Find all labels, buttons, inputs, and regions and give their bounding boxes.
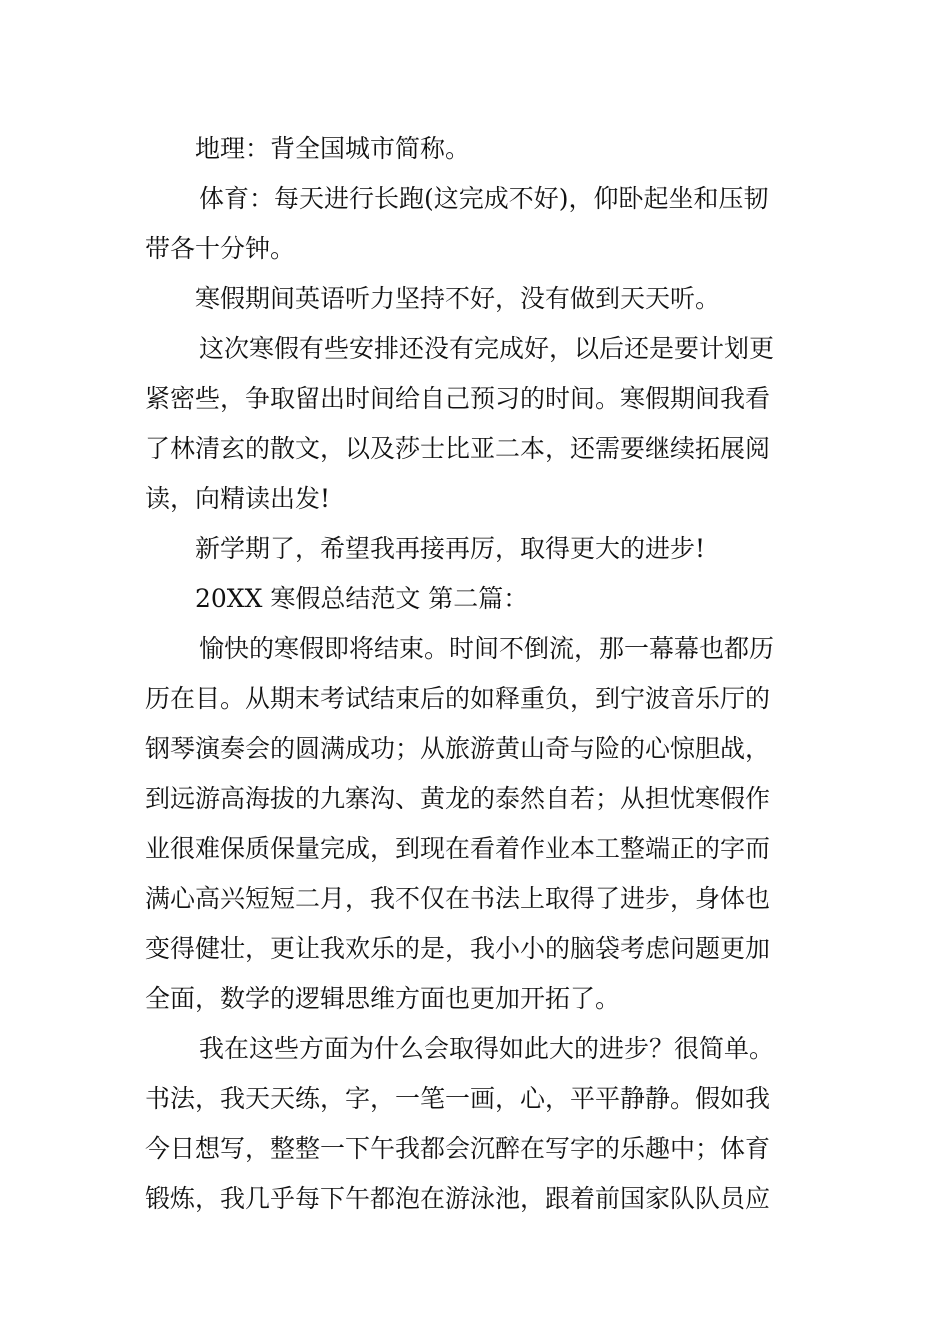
- text-line: 变得健壮，更让我欢乐的是，我小小的脑袋考虑问题更加: [145, 934, 771, 963]
- text-line: 愉快的寒假即将结束。时间不倒流，那一幕幕也都历: [199, 634, 775, 663]
- text-line: 书法，我天天练，字，一笔一画，心，平平静静。假如我: [145, 1084, 771, 1113]
- text-line: 了林清玄的散文，以及莎士比亚二本，还需要继续拓展阅: [145, 434, 771, 463]
- text-line: 新学期了，希望我再接再厉，取得更大的进步!: [195, 534, 706, 563]
- text-line: 满心高兴短短二月，我不仅在书法上取得了进步，身体也: [145, 884, 771, 913]
- text-line: 业很难保质保量完成，到现在看着作业本工整端正的字而: [145, 834, 771, 863]
- text-line: 到远游高海拔的九寨沟、黄龙的泰然自若；从担忧寒假作: [145, 784, 771, 813]
- text-line: 全面，数学的逻辑思维方面也更加开拓了。: [145, 984, 621, 1013]
- text-line: 寒假期间英语听力坚持不好，没有做到天天听。: [195, 284, 721, 313]
- text-line: 带各十分钟。: [145, 234, 296, 263]
- text-line: 钢琴演奏会的圆满成功；从旅游黄山奇与险的心惊胆战，: [145, 734, 771, 763]
- text-line: 体育：每天进行长跑(这完成不好)，仰卧起坐和压韧: [199, 184, 769, 213]
- text-line: 锻炼，我几乎每下午都泡在游泳池，跟着前国家队队员应: [145, 1184, 771, 1213]
- text-line: 今日想写，整整一下午我都会沉醉在写字的乐趣中；体育: [145, 1134, 771, 1163]
- text-line: 地理：背全国城市简称。: [195, 134, 471, 163]
- text-line: 我在这些方面为什么会取得如此大的进步？很简单。: [199, 1034, 775, 1063]
- text-line: 读，向精读出发!: [145, 484, 331, 513]
- text-line: 这次寒假有些安排还没有完成好，以后还是要计划更: [199, 334, 775, 363]
- section-heading: 20XX 寒假总结范文 第二篇：: [195, 584, 529, 613]
- text-line: 紧密些，争取留出时间给自己预习的时间。寒假期间我看: [145, 384, 771, 413]
- text-line: 历在目。从期末考试结束后的如释重负，到宁波音乐厅的: [145, 684, 771, 713]
